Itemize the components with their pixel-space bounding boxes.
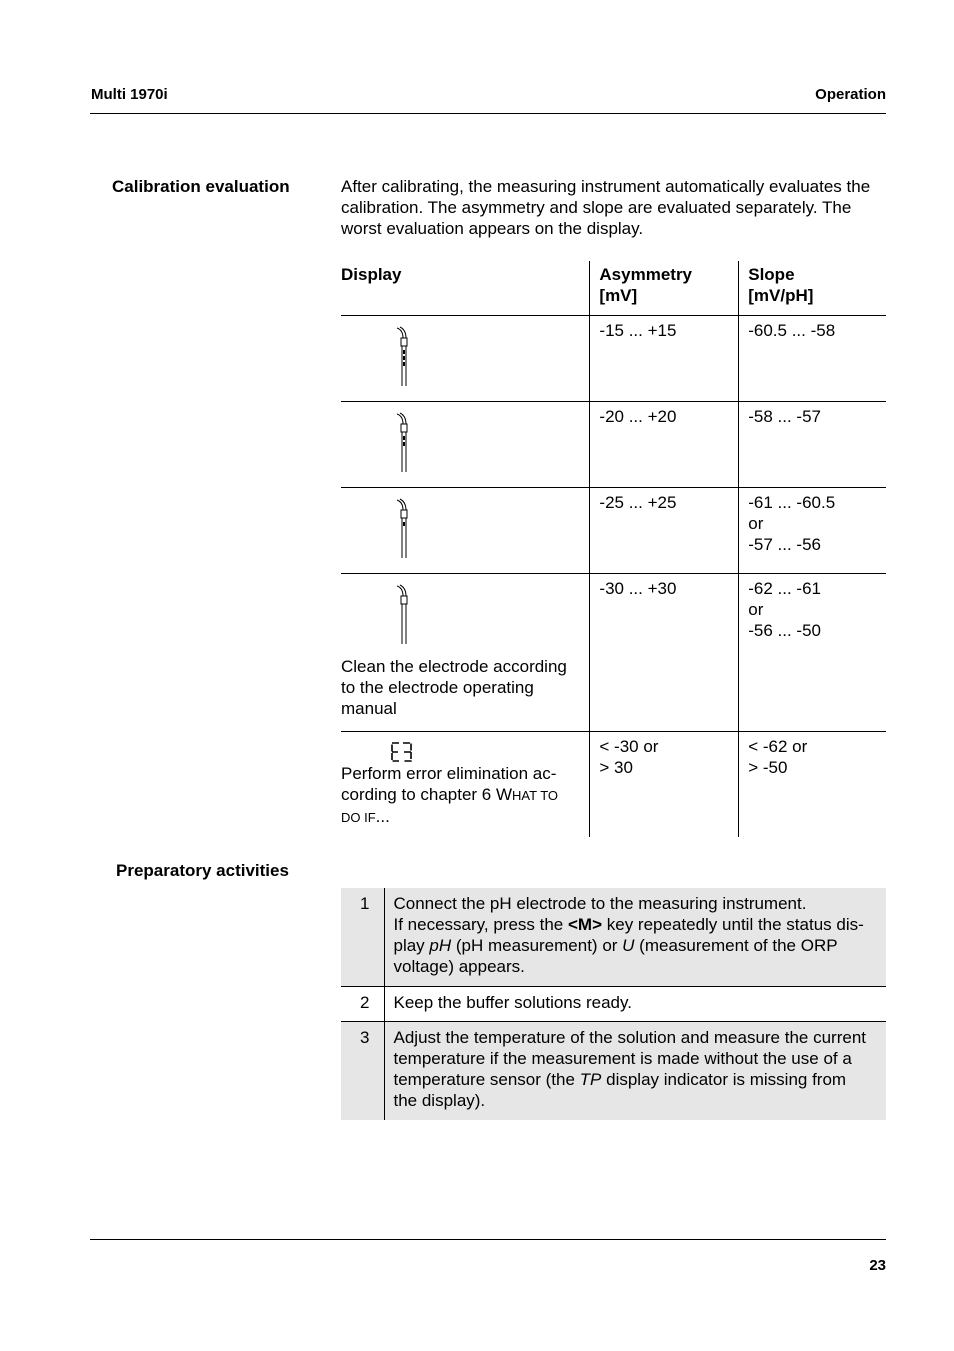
slope-cell: -62 ... -61 or -56 ... -50 <box>739 574 886 732</box>
electrode-1-bar-icon <box>393 498 413 560</box>
step-text: Connect the pH electrode to the measuring instrument. If necessary, press the <M> key repeatedly until the status dis- play pH (pH measurement) or U (measurement of the ORP voltage) appears. <box>384 888 886 987</box>
electrode-0-bars-icon <box>393 584 413 646</box>
table-header-row <box>341 261 886 316</box>
page-number: 23 <box>869 1257 886 1274</box>
header-product: Multi 1970i <box>91 86 168 103</box>
display-cell <box>341 574 590 732</box>
header-section: Operation <box>815 86 886 103</box>
step-number: 3 <box>341 1022 384 1121</box>
table-row <box>341 1022 886 1121</box>
footer-rule <box>90 1239 886 1240</box>
step-number: 2 <box>341 987 384 1022</box>
preparatory-heading: Preparatory activities <box>116 861 289 880</box>
table-row <box>341 888 886 987</box>
header-rule <box>90 113 886 114</box>
slope-cell: -61 ... -60.5 or -57 ... -56 <box>739 488 886 574</box>
asymmetry-cell: -30 ... +30 <box>590 574 739 732</box>
calibration-intro: After calibrating, the measuring instrument automatically evaluates the calibration. The asymmetry and slope are evaluated separately. The worst evaluation appears on the display. <box>341 177 871 238</box>
table-row <box>341 316 886 402</box>
col-asymmetry-header: Asymmetry [mV] <box>590 261 739 316</box>
display-cell <box>341 402 590 488</box>
table-row <box>341 732 886 837</box>
asymmetry-cell: -25 ... +25 <box>590 488 739 574</box>
step-number: 1 <box>341 888 384 987</box>
col-slope-header: Slope [mV/pH] <box>739 261 886 316</box>
error-elimination-note: Perform error elimination ac- cording to chapter 6 WHAT TO DO IF... <box>341 764 559 826</box>
display-cell <box>341 488 590 574</box>
error-e3-icon <box>390 741 414 763</box>
step-text: Keep the buffer solutions ready. <box>384 987 886 1022</box>
asymmetry-cell: -15 ... +15 <box>590 316 739 402</box>
slope-cell: -60.5 ... -58 <box>739 316 886 402</box>
slope-cell: -58 ... -57 <box>739 402 886 488</box>
asymmetry-cell: -20 ... +20 <box>590 402 739 488</box>
table-row <box>341 574 886 732</box>
asymmetry-cell: < -30 or > 30 <box>590 732 739 837</box>
table-row <box>341 488 886 574</box>
slope-cell: < -62 or > -50 <box>739 732 886 837</box>
step-text: Adjust the temperature of the solution and measure the current temperature if the measurement is made without the use of a temperature sensor (the TP display indicator is missing from the display). <box>384 1022 886 1121</box>
clean-electrode-note: Clean the electrode according to the electrode operating manual <box>341 657 567 718</box>
table-row <box>341 402 886 488</box>
calibration-evaluation-table <box>341 261 886 837</box>
display-cell <box>341 316 590 402</box>
display-cell <box>341 732 590 837</box>
electrode-3-bars-icon <box>393 326 413 388</box>
preparatory-steps-table <box>341 888 886 1120</box>
table-row <box>341 987 886 1022</box>
calibration-heading: Calibration evaluation <box>112 177 290 196</box>
col-display-header: Display <box>341 265 402 284</box>
electrode-2-bars-icon <box>393 412 413 474</box>
